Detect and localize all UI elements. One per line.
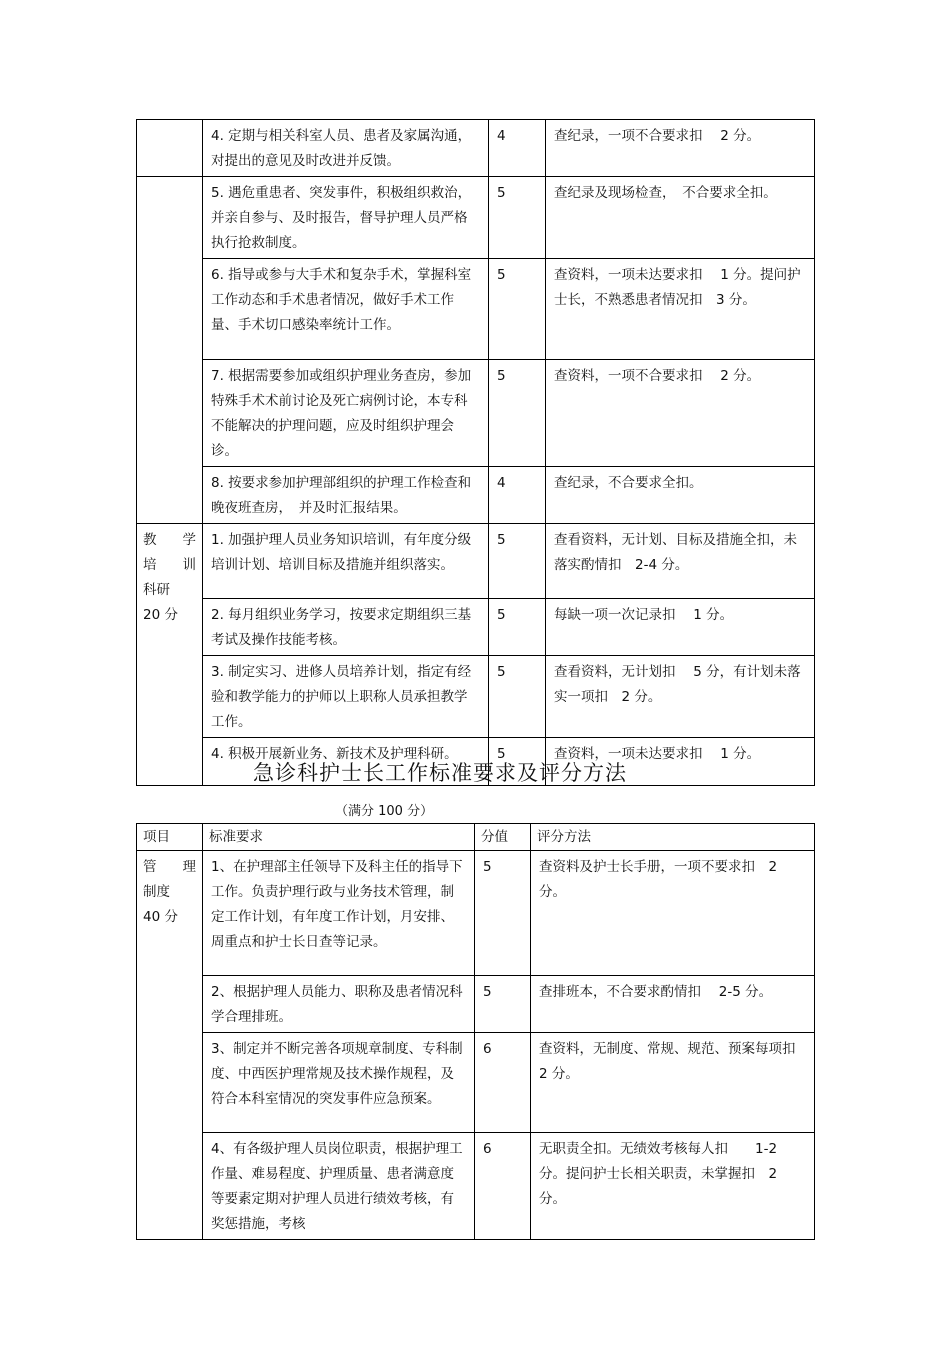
header-requirement: 标准要求 xyxy=(203,824,475,851)
method-cell: 查排班本，不合要求酌情扣 2-5 分。 xyxy=(531,976,815,1033)
requirement-cell: 4、有各级护理人员岗位职责，根据护理工作量、难易程度、护理质量、患者满意度等要素定期对护理人员进行绩效考核，有奖惩措施，考核 xyxy=(203,1133,475,1240)
table-row xyxy=(137,851,815,976)
method-cell: 查看资料，无计划扣 5 分，有计划未落实一项扣 2 分。 xyxy=(546,656,815,738)
category-teaching xyxy=(137,524,203,786)
requirement-cell: 4. 定期与相关科室人员、患者及家属沟通，对提出的意见及时改进并反馈。 xyxy=(203,120,489,177)
score-cell: 5 xyxy=(489,656,546,738)
method-cell: 每缺一项一次记录扣 1 分。 xyxy=(546,599,815,656)
header-score: 分值 xyxy=(475,824,531,851)
header-method: 评分方法 xyxy=(531,824,815,851)
table-row xyxy=(137,120,815,177)
score-cell: 5 xyxy=(489,599,546,656)
requirement-cell: 7. 根据需要参加或组织护理业务查房，参加特殊手术术前讨论及死亡病例讨论，本专科不能解决的护理问题，应及时组织护理会诊。 xyxy=(203,360,489,467)
score-cell: 5 xyxy=(475,976,531,1033)
method-cell: 查纪录及现场检查， 不合要求全扣。 xyxy=(546,177,815,259)
method-cell: 查资料，一项未达要求扣 1 分。提问护士长，不熟悉患者情况扣 3 分。 xyxy=(546,259,815,360)
score-cell: 6 xyxy=(475,1033,531,1133)
requirement-cell: 1. 加强护理人员业务知识培训，有年度分级培训计划、培训目标及措施并组织落实。 xyxy=(203,524,489,599)
requirement-cell: 5. 遇危重患者、突发事件，积极组织救治，并亲自参与、及时报告，督导护理人员严格执行抢救制度。 xyxy=(203,177,489,259)
page-title: 急诊科护士长工作标准要求及评分方法 xyxy=(253,761,627,785)
method-cell: 查资料及护士长手册，一项不要求扣 2 分。 xyxy=(531,851,815,976)
score-cell: 5 xyxy=(489,177,546,259)
category-cell-empty xyxy=(137,120,203,177)
method-cell: 查纪录，不合要求全扣。 xyxy=(546,467,815,524)
table-row xyxy=(137,524,815,599)
method-cell: 查看资料，无计划、目标及措施全扣，未落实酌情扣 2-4 分。 xyxy=(546,524,815,599)
score-cell: 5 xyxy=(489,360,546,467)
requirement-cell: 6. 指导或参与大手术和复杂手术，掌握科室工作动态和手术患者情况，做好手术工作量、手术切口感染率统计工作。 xyxy=(203,259,489,360)
requirement-cell: 2、根据护理人员能力、职称及患者情况科学合理排班。 xyxy=(203,976,475,1033)
requirement-cell: 3、制定并不断完善各项规章制度、专科制度、中西医护理常规及技术操作规程，及符合本科室情况的突发事件应急预案。 xyxy=(203,1033,475,1133)
category-points: 20 分 xyxy=(143,607,178,623)
score-cell: 5 xyxy=(489,524,546,599)
score-cell: 6 xyxy=(475,1133,531,1240)
table-row xyxy=(137,1133,815,1240)
requirement-cell: 1、在护理部主任领导下及科主任的指导下工作。负责护理行政与业务技术管理，制定工作计划，有年度工作计划，月安排、周重点和护士长日查等记录。 xyxy=(203,851,475,976)
table-row xyxy=(137,656,815,738)
category-cell-empty xyxy=(137,177,203,524)
table-row xyxy=(137,467,815,524)
score-cell: 5 xyxy=(489,738,546,786)
category-points: 40 分 xyxy=(143,909,178,925)
category-label: 培 训 xyxy=(143,557,196,573)
table-row xyxy=(137,360,815,467)
method-cell: 查资料，一项未达要求扣 1 分。 xyxy=(546,738,815,786)
page-subtitle: （满分 100 分） xyxy=(335,804,434,819)
table-row xyxy=(137,259,815,360)
table-row xyxy=(137,976,815,1033)
table-row xyxy=(137,1033,815,1133)
category-label: 科研 xyxy=(143,582,170,598)
score-cell: 4 xyxy=(489,467,546,524)
category-label: 管 理 xyxy=(143,859,196,875)
requirement-cell: 3. 制定实习、进修人员培养计划，指定有经验和教学能力的护师以上职称人员承担教学工作。 xyxy=(203,656,489,738)
score-cell: 4 xyxy=(489,120,546,177)
scoring-table xyxy=(136,823,815,1240)
requirement-cell: 4. 积极开展新业务、新技术及护理科研。 xyxy=(203,738,489,786)
method-cell: 查资料，一项不合要求扣 2 分。 xyxy=(546,360,815,467)
table-row xyxy=(137,177,815,259)
requirement-cell: 2. 每月组织业务学习，按要求定期组织三基考试及操作技能考核。 xyxy=(203,599,489,656)
method-cell: 查纪录，一项不合要求扣 2 分。 xyxy=(546,120,815,177)
header-item: 项目 xyxy=(137,824,203,851)
score-cell: 5 xyxy=(489,259,546,360)
requirement-cell: 8. 按要求参加护理部组织的护理工作检查和晚夜班查房， 并及时汇报结果。 xyxy=(203,467,489,524)
method-cell: 无职责全扣。无绩效考核每人扣 1-2 分。提问护士长相关职责，未掌握扣 2 分。 xyxy=(531,1133,815,1240)
category-label: 制度 xyxy=(143,884,170,900)
score-cell: 5 xyxy=(475,851,531,976)
category-management xyxy=(137,851,203,1240)
scoring-table-continued xyxy=(136,119,815,786)
table-row xyxy=(137,599,815,656)
table-header-row xyxy=(137,824,815,851)
method-cell: 查资料，无制度、常规、规范、预案每项扣 2 分。 xyxy=(531,1033,815,1133)
category-label: 教 学 xyxy=(143,532,196,548)
